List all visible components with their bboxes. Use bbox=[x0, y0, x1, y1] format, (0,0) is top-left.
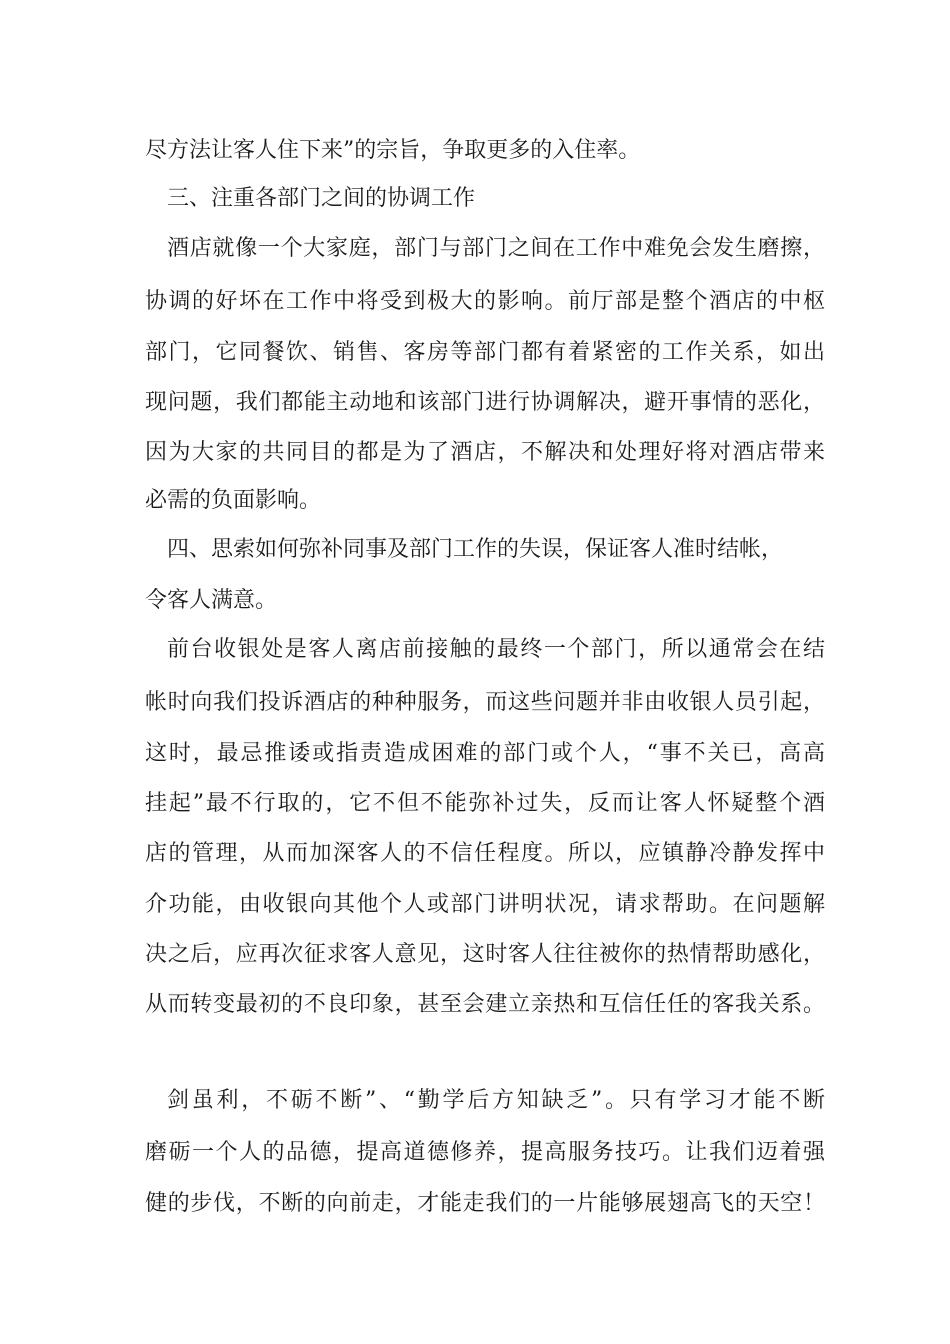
text-line: 酒店就像一个大家庭，部门与部门之间在工作中难免会发生磨擦， bbox=[167, 236, 825, 261]
text-line: 前台收银处是客人离店前接触的最终一个部门，所以通常会在结 bbox=[167, 637, 825, 662]
text-line: 因为大家的共同目的都是为了酒店，不解决和处理好将对酒店带来 bbox=[145, 440, 825, 465]
text-line: 挂起”最不行取的，它不但不能弥补过失，反而让客人怀疑整个酒 bbox=[145, 791, 825, 816]
text-line: 尽方法让客人住下来”的宗旨，争取更多的入住率。 bbox=[145, 138, 641, 163]
text-line: 健的步伐，不断的向前走，才能走我们的一片能够展翅高飞的天空！ bbox=[145, 1191, 825, 1216]
text-line: 协调的好坏在工作中将受到极大的影响。前厅部是整个酒店的中枢 bbox=[145, 289, 825, 314]
text-line: 从而转变最初的不良印象，甚至会建立亲热和互信任任的客我关系。 bbox=[145, 992, 825, 1017]
text-line: 店的管理，从而加深客人的不信任程度。所以，应镇静冷静发挥中 bbox=[145, 841, 825, 866]
text-line: 这时，最忌推诿或指责造成困难的部门或个人，“事不关已，高高 bbox=[145, 741, 825, 766]
text-line: 决之后，应再次征求客人意见，这时客人往往被你的热情帮助感化， bbox=[145, 942, 825, 967]
section-heading-continuation: 令客人满意。 bbox=[145, 588, 278, 613]
text-line: 帐时向我们投诉酒店的种种服务，而这些问题并非由收银人员引起， bbox=[145, 690, 825, 715]
text-line: 磨砺一个人的品德，提高道德修养，提高服务技巧。让我们迈着强 bbox=[145, 1140, 825, 1165]
text-line: 剑虽利，不砺不断”、“勤学后方知缺乏”。只有学习才能不断 bbox=[167, 1088, 825, 1113]
text-line: 现问题，我们都能主动地和该部门进行协调解决，避开事情的恶化， bbox=[145, 390, 825, 415]
text-line: 介功能，由收银向其他个人或部门讲明状况，请求帮助。在问题解 bbox=[145, 892, 825, 917]
section-heading: 四、思索如何弥补同事及部门工作的失误，保证客人准时结帐， bbox=[167, 537, 784, 562]
text-line: 必需的负面影响。 bbox=[145, 488, 322, 513]
text-line: 部门，它同餐饮、销售、客房等部门都有着紧密的工作关系，如出 bbox=[145, 340, 825, 365]
section-heading: 三、注重各部门之间的协调工作 bbox=[167, 186, 476, 211]
